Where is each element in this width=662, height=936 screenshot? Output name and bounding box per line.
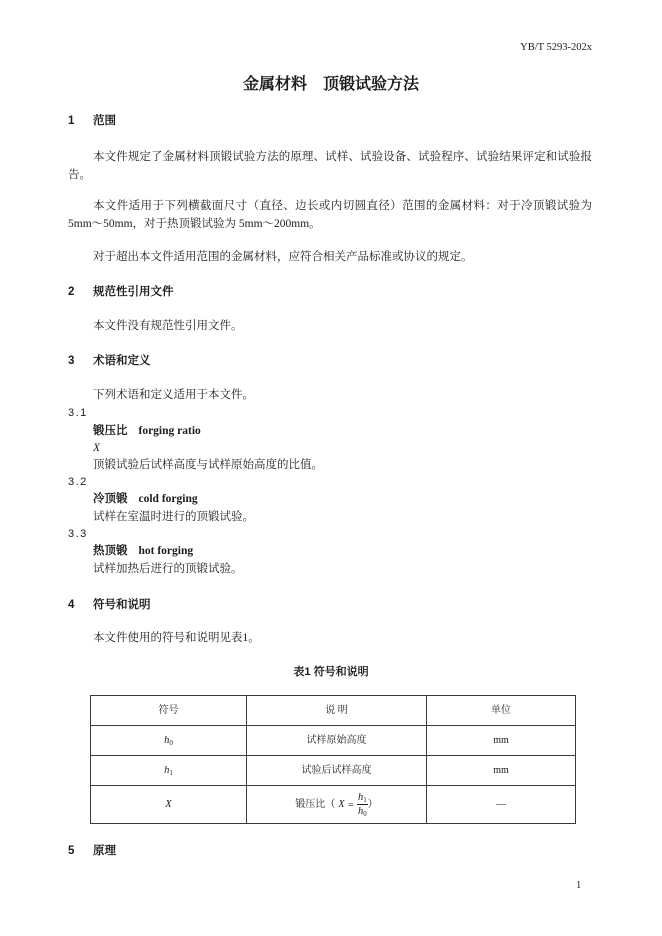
term-number: 3.3	[68, 528, 88, 540]
term-title-en: hot forging	[138, 545, 194, 557]
table-header-cell: 说 明	[247, 696, 427, 726]
section-title: 符号和说明	[93, 599, 151, 611]
section-heading-3	[68, 352, 592, 370]
section-number: 5	[68, 845, 75, 857]
table-row	[91, 726, 576, 756]
cell-description: 试验后试样高度	[247, 756, 427, 786]
symbol-letter: h	[164, 734, 170, 746]
formula-equals: =	[347, 798, 354, 811]
page-number: 1	[576, 880, 582, 891]
section-heading-1	[68, 112, 592, 130]
term-title-en: forging ratio	[138, 425, 201, 437]
term-title	[93, 490, 592, 508]
section-number: 2	[68, 286, 75, 298]
term-symbol: X	[93, 442, 101, 454]
paragraph: 本文件使用的符号和说明见表1。	[93, 632, 260, 644]
denominator-letter: h	[357, 806, 364, 817]
section-title: 原理	[93, 845, 116, 857]
paragraph: 本文件规定了金属材料顶锻试验方法的原理、试样、试验设备、试验程序、试验结果评定和试验报告。	[68, 151, 592, 181]
symbol-letter: h	[164, 764, 170, 776]
table-row	[91, 756, 576, 786]
term-definition: 顶锻试验后试样高度与试样原始高度的比值。	[93, 459, 323, 471]
table-caption: 表1 符号和说明	[293, 666, 369, 678]
term-title-en: cold forging	[138, 493, 198, 505]
cell-unit: —	[427, 786, 576, 824]
fraction-denominator	[357, 805, 368, 818]
section-heading-2	[68, 283, 592, 301]
section-number: 1	[68, 115, 75, 127]
table-header-row	[91, 696, 576, 726]
formula-prefix: 锻压比（	[295, 798, 336, 810]
section-title: 术语和定义	[93, 355, 151, 367]
formula-lhs: X	[338, 798, 345, 810]
section-title: 范围	[93, 115, 116, 127]
paragraph: 下列术语和定义适用于本文件。	[93, 389, 254, 401]
table-header-cell: 符号	[91, 696, 247, 726]
section-number: 3	[68, 355, 75, 367]
symbols-table	[90, 695, 576, 824]
term-definition: 试样在室温时进行的顶锻试验。	[93, 511, 254, 523]
term-number: 3.2	[68, 476, 88, 488]
term-title-zh: 冷顶锻	[93, 493, 128, 505]
term-title-zh: 锻压比	[93, 425, 128, 437]
cell-symbol	[91, 726, 247, 756]
term-definition: 试样加热后进行的顶锻试验。	[93, 563, 243, 575]
term-title	[93, 422, 592, 440]
cell-description: 试样原始高度	[247, 726, 427, 756]
cell-symbol	[91, 756, 247, 786]
standard-code: YB/T 5293-202x	[520, 42, 592, 53]
section-heading-4	[68, 596, 592, 614]
symbol-subscript: 0	[169, 738, 173, 747]
cell-description	[247, 786, 427, 824]
denominator-subscript: 0	[363, 810, 367, 818]
document-title: 金属材料 顶锻试验方法	[242, 76, 419, 93]
table-header-cell: 单位	[427, 696, 576, 726]
formula-suffix: ）	[367, 798, 378, 810]
formula	[295, 791, 377, 818]
term-number: 3.1	[68, 407, 88, 419]
cell-unit: mm	[427, 756, 576, 786]
section-heading-5	[68, 842, 592, 860]
cell-unit: mm	[427, 726, 576, 756]
paragraph: 本文件没有规范性引用文件。	[93, 320, 243, 332]
term-title	[93, 542, 592, 560]
section-number: 4	[68, 599, 75, 611]
paragraph: 本文件适用于下列横截面尺寸（直径、边长或内切圆直径）范围的金属材料：对于冷顶锻试验为 5mm～50mm，对于热顶锻试验为 5mm～200mm。	[68, 200, 592, 230]
paragraph: 对于超出本文件适用范围的金属材料，应符合相关产品标准或协议的规定。	[93, 251, 473, 263]
table-row	[91, 786, 576, 824]
term-title-zh: 热顶锻	[93, 545, 128, 557]
fraction	[357, 791, 368, 818]
numerator-letter: h	[357, 792, 364, 803]
symbol-subscript: 1	[169, 768, 173, 777]
numerator-subscript: 1	[363, 796, 367, 804]
fraction-numerator	[357, 791, 368, 805]
cell-symbol	[91, 786, 247, 824]
symbol-letter: X	[165, 798, 172, 810]
section-title: 规范性引用文件	[93, 286, 174, 298]
